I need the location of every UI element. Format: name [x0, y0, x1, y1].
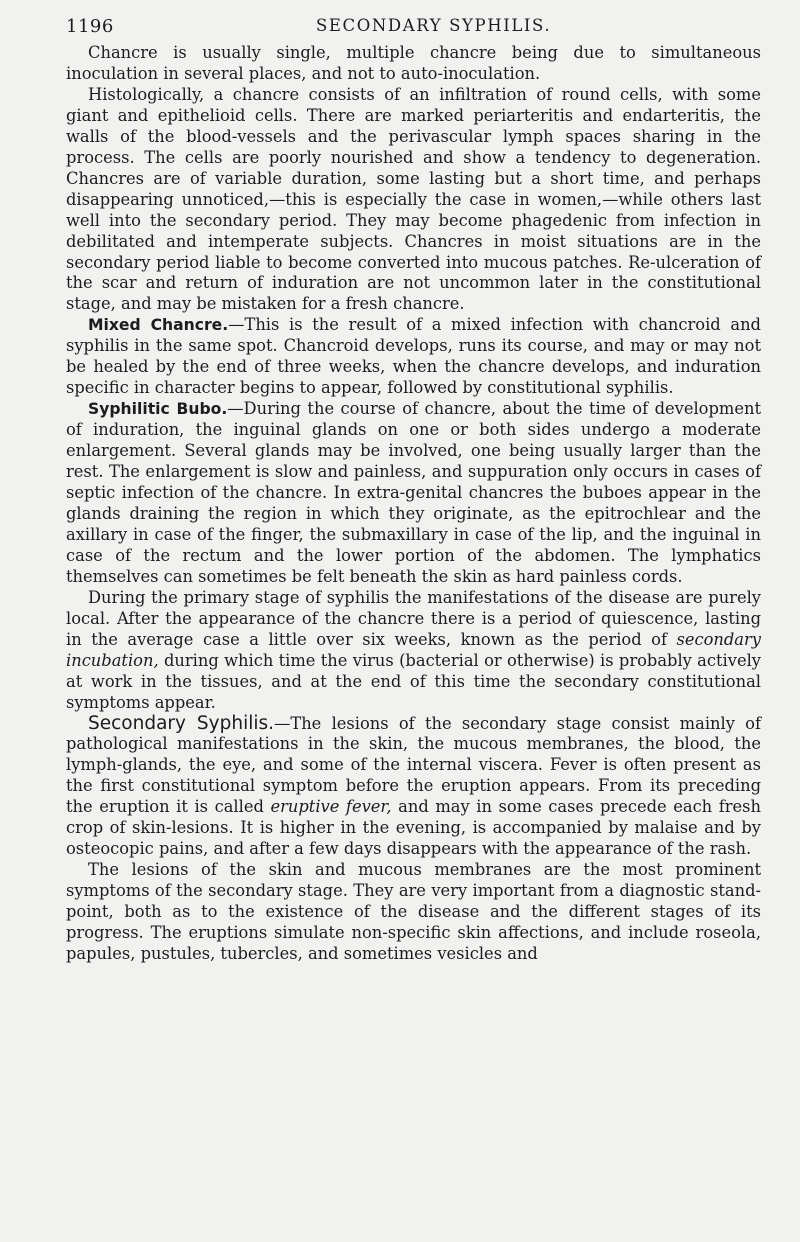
emphasis-secondary-incubation: secondary incubation,	[66, 629, 761, 670]
paragraph-text: —The lesions of the secondary stage consist mainly of pathological manifestations in the skin, the mucous membranes, the blood, the lymph-glands, the eye, and some of the internal viscera. Fever is often present as the first constitutional symptom before the eruption appears. From its preceding the eruption it is called	[66, 713, 762, 817]
page-number: 1196	[66, 16, 114, 37]
paragraph-syphilitic-bubo	[66, 399, 761, 588]
section-heading-mixed-chancre: Mixed Chancre.	[88, 316, 229, 335]
paragraph-text: —During the course of chancre, about the time of development of induration, the inguinal glands on one or both sides undergo a moderate enlargement. Several glands may be involved, one being usually larger than the rest. The enlargement is slow and painless, and suppuration only occurs in cases of septic infection of the chancre. In extra-genital chancres the buboes appear in the glands draining the region in which they originate, as the epitrochlear and the axillary in case of the finger, the submaxillary in case of the lip, and the inguinal in case of the rectum and the lower portion of the abdomen. The lymphatics themselves can sometimes be felt beneath the skin as hard painless cords.	[66, 399, 761, 586]
paragraph-secondary-syphilis	[66, 714, 761, 861]
paragraph-text: Histologically, a chancre consists of an infiltration of round cells, with some giant and epithelioid cells. There are marked periarteritis and endarteritis, the walls of the blood-vessels and the perivascular lymph spaces sharing in the process. The cells are poorly nourished and show a tendency to degeneration. Chancres are of variable duration, some lasting but a short time, and perhaps disappearing unnoticed,—this is especially the case in women,—while others last well into the secondary period. They may become phagedenic from infection in debilitated and intemperate subjects. Chancres in moist situations are in the secondary period liable to become converted into mucous patches. Re-ulceration of the scar and return of induration are not uncommon later in the constitutional stage, and may be mistaken for a fresh chancre.	[66, 84, 761, 314]
section-heading-secondary-syphilis: Secondary Syphilis.	[88, 712, 275, 734]
page-header	[66, 16, 756, 40]
paragraph-multiple-chancre	[66, 43, 761, 85]
paragraph-histology	[66, 85, 761, 315]
paragraph-text: During the primary stage of syphilis the manifestations of the disease are purely local. After the appearance of the chancre there is a period of quiescence, lasting in the average case a little over six weeks, known as the period of	[66, 587, 761, 649]
paragraph-mixed-chancre	[66, 315, 761, 399]
paragraph-skin-lesions	[66, 860, 761, 965]
paragraph-text: Chancre is usually single, multiple chancre being due to simultaneous inoculation in several places, and not to auto-inoculation.	[66, 43, 761, 83]
emphasis-eruptive-fever: eruptive fever,	[270, 797, 392, 817]
paragraph-primary-stage	[66, 588, 761, 714]
paragraph-text: and may in some cases precede each fresh crop of skin-lesions. It is higher in the evening, is accompanied by malaise and by osteocopic pains, and after a few days disappears with the appearance of the rash.	[66, 797, 762, 859]
paragraph-text: —This is the result of a mixed infection with chancroid and syphilis in the same spot. Chancroid develops, runs its course, and may or may not be healed by the end of three weeks, when the chancre develops, and induration specific in character begins to appear, followed by constitutional syphilis.	[66, 315, 761, 398]
section-heading-syphilitic-bubo: Syphilitic Bubo.	[88, 400, 228, 419]
running-title: SECONDARY SYPHILIS.	[316, 16, 552, 35]
body-text	[66, 43, 761, 965]
paragraph-text: The lesions of the skin and mucous membranes are the most prominent symptoms of the secondary stage. They are very important from a diagnostic stand-point, both as to the existence of the disease and the different stages of its progress. The eruptions simulate non-specific skin affections, and include roseola, papules, pustules, tubercles, and sometimes vesicles and	[66, 860, 761, 963]
paragraph-text: during which time the virus (bacterial or otherwise) is probably actively at work in the tissues, and at the end of this time the secondary constitutional symptoms appear.	[66, 650, 761, 712]
